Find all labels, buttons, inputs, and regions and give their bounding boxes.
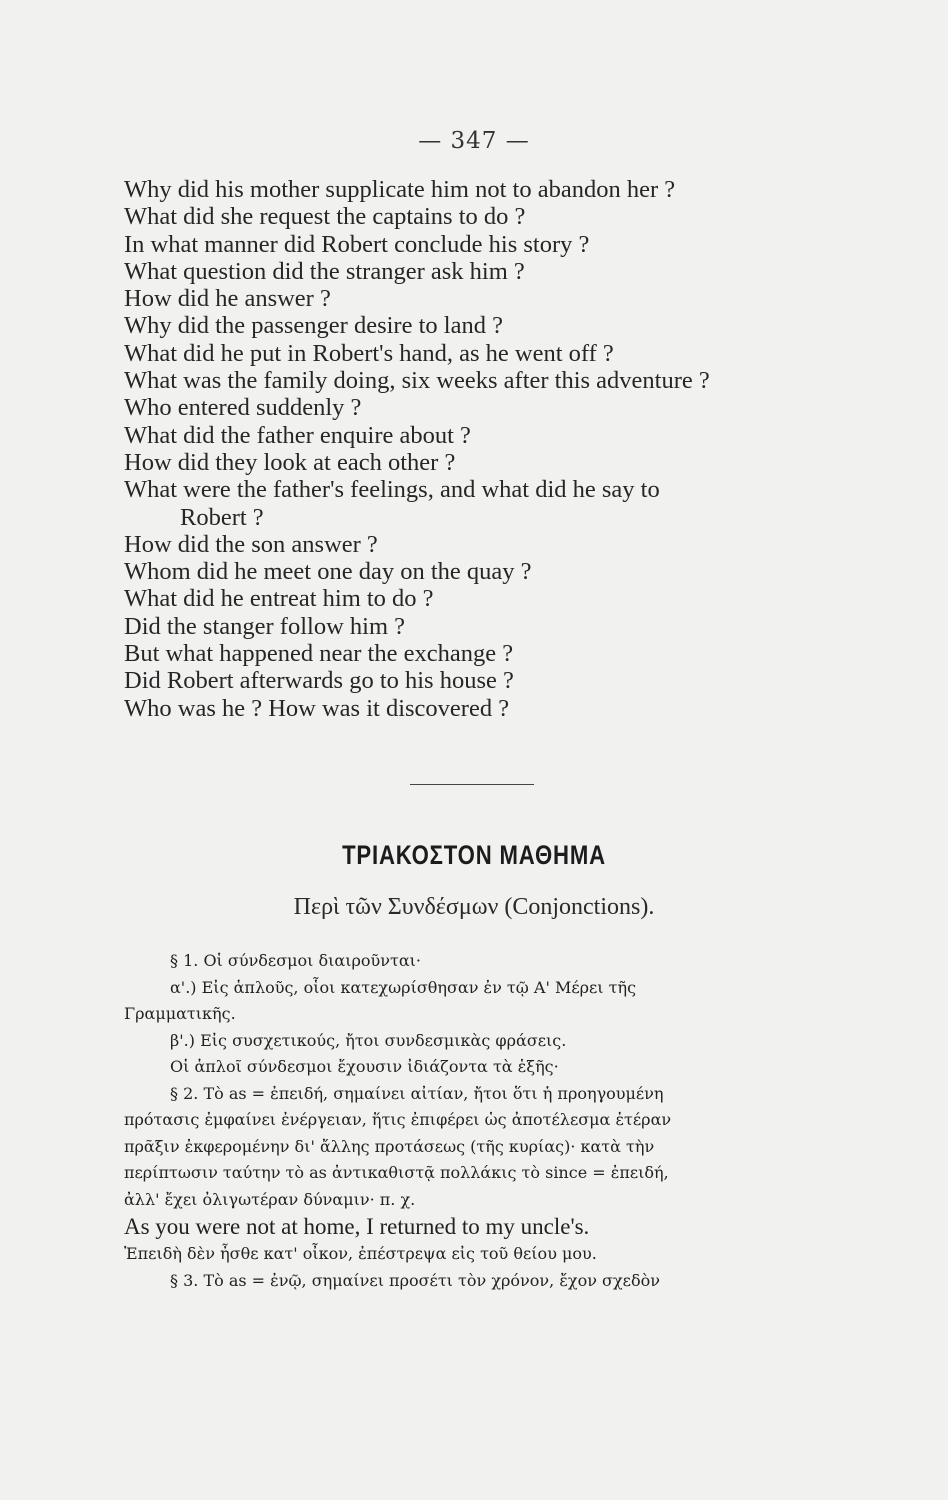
question-line: What did he put in Robert's hand, as he went off ? (124, 339, 614, 367)
question-line: In what manner did Robert conclude his story ? (124, 230, 590, 258)
paragraph-line: § 3. Τὸ as = ἐνῷ, σημαίνει προσέτι τὸν χρόνον, ἔχον σχεδὸν (170, 1270, 660, 1290)
paragraph-line: ἀλλ' ἔχει ὀλιγωτέραν δύναμιν· π. χ. (124, 1189, 416, 1209)
paragraph-line: Οἱ ἁπλοῖ σύνδεσμοι ἔχουσιν ἰδιάζοντα τὰ ἑξῆς· (170, 1057, 559, 1076)
question-line: Why did the passenger desire to land ? (124, 312, 503, 340)
paragraph-line: πρότασις ἐμφαίνει ἐνέργειαν, ἥτις ἐπιφέρει ὡς ἀποτέλεσμα ἑτέραν (124, 1110, 672, 1129)
question-line: Whom did he meet one day on the quay ? (124, 558, 532, 586)
page-number: — 347 — (418, 128, 530, 154)
question-line: What did he entreat him to do ? (124, 585, 434, 613)
question-line: What question did the stranger ask him ? (124, 257, 525, 285)
paragraph-line: β'.) Εἰς συσχετικούς, ἤτοι συνδεσμικὰς φράσεις. (170, 1030, 567, 1050)
question-list (124, 176, 824, 722)
question-line: How did they look at each other ? (124, 448, 456, 476)
question-line: But what happened near the exchange ? (124, 640, 514, 668)
question-line: Did the stanger follow him ? (124, 612, 406, 640)
paragraph-line: α'.) Εἰς ἁπλοῦς, οἷοι κατεχωρίσθησαν ἐν τῷ Α' Μέρει τῆς (170, 977, 637, 997)
lesson-body (124, 948, 824, 1294)
paragraph-line: Γραμματικῆς. (124, 1004, 236, 1023)
question-line: Who entered suddenly ? (124, 394, 362, 422)
question-line-continuation: Robert ? (180, 503, 264, 531)
question-line: Why did his mother supplicate him not to abandon her ? (124, 176, 676, 203)
lesson-subtitle: Περὶ τῶν Συνδέσμων (Conjonctions). (293, 894, 655, 920)
paragraph-line: πρᾶξιν ἐκφερομένην δι' ἄλλης προτάσεως (τῆς κυρίας)· κατὰ τὴν (124, 1136, 655, 1156)
question-line: What did the father enquire about ? (124, 421, 471, 449)
lesson-title: ΤΡΙΑΚΟΣΤΟΝ ΜΑΘΗΜΑ (342, 840, 606, 870)
greek-translation: Ἐπειδὴ δὲν ἦσθε κατ' οἶκον, ἐπέστρεψα εἰς τοῦ θείου μου. (124, 1244, 597, 1263)
question-line: How did the son answer ? (124, 530, 378, 558)
section-divider (410, 784, 534, 785)
paragraph-line: § 1. Οἱ σύνδεσμοι διαιροῦνται· (170, 951, 422, 970)
question-line: How did he answer ? (124, 285, 331, 313)
question-line: What were the father's feelings, and what did he say to (124, 476, 660, 504)
question-line: What was the family doing, six weeks after this adventure ? (124, 367, 710, 395)
english-example: As you were not at home, I returned to my uncle's. (124, 1214, 590, 1239)
question-line: Did Robert afterwards go to his house ? (124, 667, 514, 695)
paragraph-line: περίπτωσιν ταύτην τὸ as ἀντικαθιστᾷ πολλάκις τὸ since = ἐπειδή, (124, 1163, 669, 1182)
question-line: What did she request the captains to do ? (124, 203, 526, 231)
question-line: Who was he ? How was it discovered ? (124, 694, 510, 722)
paragraph-line: § 2. Τὸ as = ἐπειδή, σημαίνει αἰτίαν, ἤτοι ὅτι ἡ προηγουμένη (170, 1083, 664, 1103)
